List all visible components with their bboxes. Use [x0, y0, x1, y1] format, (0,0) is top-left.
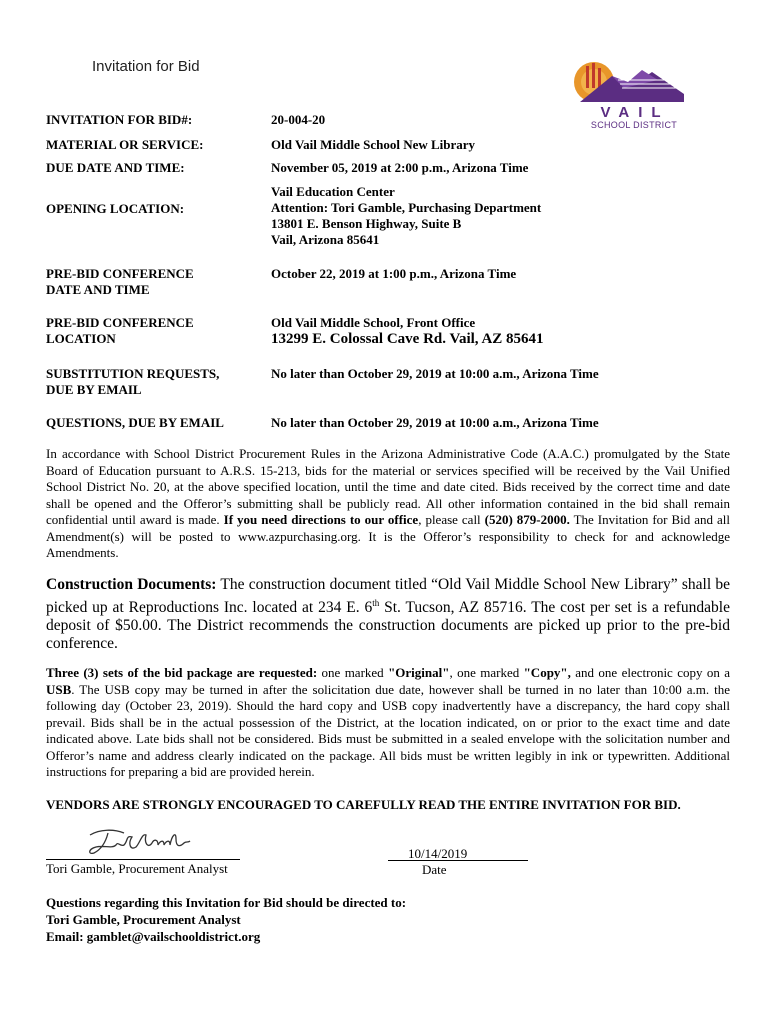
- label-line: DATE AND TIME: [46, 282, 150, 297]
- date-line: [388, 860, 528, 861]
- directions-text: If you need directions to our office: [223, 512, 419, 527]
- field-label: [46, 315, 256, 347]
- construction-documents-paragraph: [46, 576, 730, 653]
- address-line: Vail Education Center: [271, 184, 395, 199]
- contact-block: [46, 894, 406, 945]
- label-line: PRE-BID CONFERENCE: [46, 315, 194, 330]
- vendor-notice: VENDORS ARE STRONGLY ENCOURAGED TO CAREFULLY READ THE ENTIRE INVITATION FOR BID.: [46, 797, 681, 812]
- label-line: DUE BY EMAIL: [46, 382, 142, 397]
- bid-package-paragraph: [46, 665, 730, 781]
- paragraph-text: The construction document titled “Old Vail Middle School New Library” shall be picked up at Reproductions Inc. located at 234 E. 6: [46, 576, 731, 617]
- field-value: No later than October 29, 2019 at 10:00 a.m., Arizona Time: [271, 366, 599, 381]
- field-value: No later than October 29, 2019 at 10:00 a.m., Arizona Time: [271, 415, 599, 430]
- paragraph-text: . The USB copy may be turned in after the solicitation due date, however shall be turned in no later than 10:00 a.m. the following day (October 23, 2019). Should the hard copy and USB copy inadvertently have a discrepancy, the hard copy shall prevail. Bids shall be in the actual possession of the District, at the location indicated, on or prior to the exact time and date indicated above. Late bids shall not be considered. Bids must be submitted in a sealed envelope with the solicitation number and Offeror’s name and address clearly indicated on the package. All bids must be written legibly in ink or typewritten. Additional instructions for preparing a bid are provided herein.: [46, 681, 730, 779]
- value-line: Old Vail Middle School, Front Office: [271, 315, 476, 330]
- field-value: November 05, 2019 at 2:00 p.m., Arizona Time: [271, 160, 529, 175]
- field-value: October 22, 2019 at 1:00 p.m., Arizona Time: [271, 266, 517, 281]
- paragraph-text: , one marked: [449, 665, 524, 680]
- paragraph-text: and one electronic copy on a: [570, 665, 730, 680]
- address-line: 13801 E. Benson Highway, Suite B: [271, 216, 462, 231]
- document-header-title: Invitation for Bid: [92, 58, 200, 75]
- original-label: "Original": [388, 665, 450, 680]
- field-label: [46, 366, 256, 398]
- label-line: PRE-BID CONFERENCE: [46, 266, 194, 281]
- signature-line: [46, 859, 240, 860]
- paragraph-text: one marked: [317, 665, 389, 680]
- address-line: Vail, Arizona 85641: [271, 232, 380, 247]
- contact-intro: Questions regarding this Invitation for Bid should be directed to:: [46, 895, 407, 910]
- signature-date: 10/14/2019: [408, 846, 468, 861]
- field-label: QUESTIONS, DUE BY EMAIL: [46, 415, 224, 430]
- logo-subtitle: SCHOOL DISTRICT: [590, 120, 678, 130]
- field-label: [46, 266, 256, 298]
- section-heading: Construction Documents:: [46, 576, 217, 593]
- field-value: [271, 184, 731, 248]
- signer-name: Tori Gamble, Procurement Analyst: [46, 861, 228, 876]
- handwritten-signature: [84, 825, 194, 859]
- contact-email: Email: gamblet@vailschooldistrict.org: [46, 929, 261, 944]
- paragraph-text: , please call: [418, 512, 485, 527]
- value-line: 13299 E. Colossal Cave Rd. Vail, AZ 85641: [271, 331, 544, 347]
- field-value: 20-004-20: [271, 112, 326, 127]
- contact-name: Tori Gamble, Procurement Analyst: [46, 912, 241, 927]
- paragraph-text: St. Tucson, AZ 85716. The cost per set is a refundable deposit of $50.00. The District recommends the construction documents are picked up prior to the pre-bid conference.: [46, 599, 730, 653]
- paragraph-text: In accordance with School District Procurement Rules in the Arizona Administrative Code (A.A.C.) promulgated by the State Board of Education pursuant to A.R.S. 15-213, bids for the material or services specified will be received by the Vail Unified School District No. 20, at the above specified location, until the time and date cited. Bids received by the correct time and date shall be opened and the Offeror’s submitting shall be publicly read. All other information contained in the bid shall remain confidential until award is made.: [46, 446, 730, 527]
- label-line: LOCATION: [46, 331, 116, 346]
- field-label: MATERIAL OR SERVICE:: [46, 137, 204, 152]
- field-label: DUE DATE AND TIME:: [46, 160, 185, 175]
- procurement-rules-paragraph: [46, 446, 730, 562]
- label-line: SUBSTITUTION REQUESTS,: [46, 366, 220, 381]
- section-heading: Three (3) sets of the bid package are requested:: [46, 665, 318, 680]
- field-label: INVITATION FOR BID#:: [46, 112, 193, 127]
- ordinal-suffix: th: [372, 598, 380, 608]
- date-label: Date: [422, 862, 447, 877]
- field-value: [271, 315, 731, 347]
- phone-number: (520) 879-2000.: [484, 512, 570, 527]
- field-value: Old Vail Middle School New Library: [271, 137, 476, 152]
- copy-label: "Copy",: [523, 665, 571, 680]
- address-line: Attention: Tori Gamble, Purchasing Department: [271, 200, 542, 215]
- paragraph-text: The Invitation for Bid and all Amendment(s) will be posted to www.azpurchasing.org. It is the Offeror’s responsibility to check for and acknowledge Amendments.: [46, 512, 730, 560]
- field-label: OPENING LOCATION:: [46, 201, 185, 216]
- logo-name: VAIL: [600, 104, 670, 121]
- usb-label: USB: [46, 681, 72, 697]
